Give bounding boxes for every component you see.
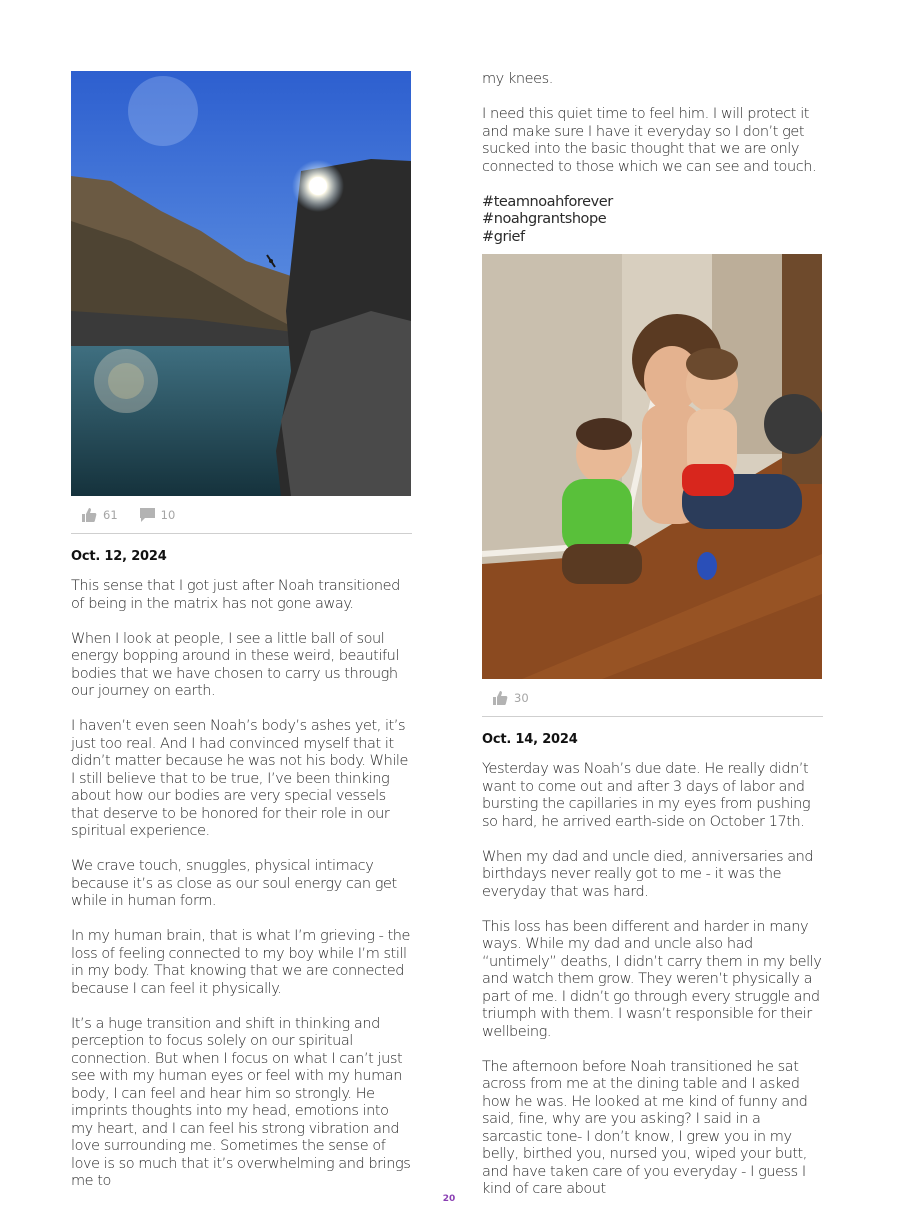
- entry-paragraph: The afternoon before Noah transitioned he sat across from me at the dining table and I asked how he was. He looked at me kind of funny and said, fine, why are you asking? I said in a sarcastic tone- I don’t know, I grew you in my belly, birthed you, nursed you, wiped your butt, and have taken care of you everyday - I guess I kind of care about: [482, 1058, 808, 1197]
- entry-paragraph: When I look at people, I see a little ball of soul energy bopping around in these weird, beautiful bodies that we have chosen to carry us through our journey on earth.: [71, 630, 399, 699]
- entry-paragraph: In my human brain, that is what I’m grieving - the loss of feeling connected to my boy while I’m still in my body. That knowing that we are connected because I can feel it physically.: [71, 928, 411, 997]
- entry-paragraph: We crave touch, snuggles, physical intimacy because it’s as close as our soul energy can get while in human form.: [71, 858, 397, 909]
- hashtag[interactable]: #noahgrantshope: [482, 211, 607, 227]
- reactions-bar: [71, 496, 412, 534]
- reactions-bar: [482, 679, 823, 717]
- right-column: [482, 71, 823, 1199]
- left-column: [71, 71, 412, 1191]
- comment-icon[interactable]: [140, 508, 155, 522]
- thumbs-up-icon[interactable]: [81, 508, 97, 522]
- entry-date: Oct. 12, 2024: [71, 549, 167, 564]
- entry-paragraph: Yesterday was Noah’s due date. He really didn’t want to come out and after 3 days of labor and bursting the capillaries in my eyes from pushing so hard, he arrived earth-side on October 17th.: [482, 761, 811, 830]
- entry-paragraph: It’s a huge transition and shift in thinking and perception to focus solely on our spiritual connection. But when I focus on what I can’t just see with my human eyes or feel with my human body, I can feel and hear him so strongly. He imprints thoughts into my head, emotions into my heart, and I can feel his strong vibration and love surrounding me. Sometimes the sense of love is so much that it’s overwhelming and brings me to: [71, 1015, 411, 1189]
- river-cliff-photo[interactable]: [71, 71, 411, 496]
- continuation-paragraph: my knees.: [482, 71, 553, 87]
- entry-paragraph: This sense that I got just after Noah transitioned of being in the matrix has not gone away.: [71, 578, 400, 612]
- entry-paragraph: This loss has been different and harder in many ways. While my dad and uncle also had “untimely” deaths, I didn’t carry them in my belly and watch them grow. They weren’t physically a part of me. I didn’t go through every struggle and triumph with them. I wasn’t responsible for their wellbeing.: [482, 918, 822, 1040]
- page-number: 20: [442, 1194, 456, 1204]
- entry-paragraph: I haven’t even seen Noah’s body’s ashes yet, it’s just too real. And I had convinced myself that it didn’t matter because he was not his body. While I still believe that to be true, I’ve been thinking about how our bodies are very special vessels that deserve to be honored for their role in our spiritual experience.: [71, 718, 408, 839]
- thumbs-up-icon[interactable]: [492, 691, 508, 705]
- continuation-paragraph: I need this quiet time to feel him. I will protect it and make sure I have it everyday so I don’t get sucked into the basic thought that we are only connected to those which we can see and touch.: [482, 106, 817, 175]
- hashtag[interactable]: #grief: [482, 228, 525, 245]
- likes-count: 61: [103, 507, 118, 522]
- entry-paragraph: When my dad and uncle died, anniversaries and birthdays never really got to me - it was the everyday that was hard.: [482, 848, 814, 900]
- hashtag[interactable]: #teamnoahforever: [482, 193, 613, 210]
- entry-date: Oct. 14, 2024: [482, 732, 578, 747]
- likes-count: 30: [514, 690, 529, 705]
- family-photo[interactable]: [482, 254, 822, 679]
- comments-count: 10: [160, 507, 176, 522]
